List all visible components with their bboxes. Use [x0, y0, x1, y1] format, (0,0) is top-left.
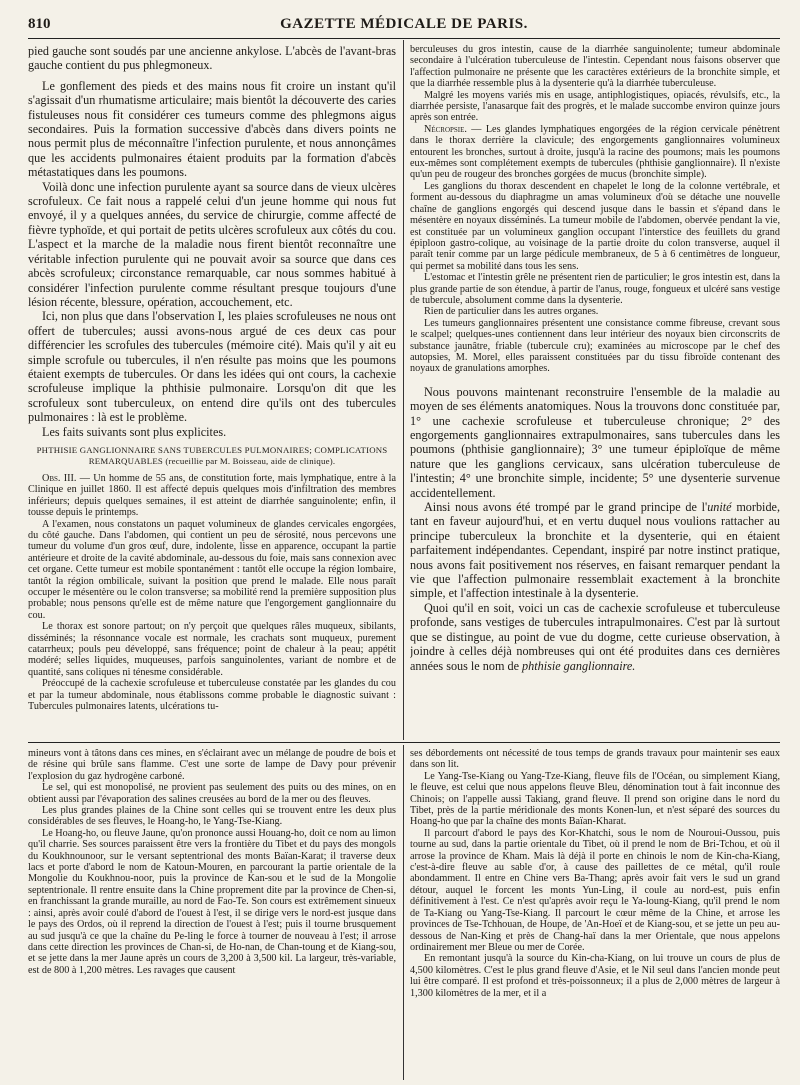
paragraph: Les faits suivants sont plus explicites. — [42, 424, 227, 439]
paragraph: Malgré les moyens variés mis en usage, antiphlogistiques, opiacés, révulsifs, etc., la diarrhée persiste, l'anasarque fait des progrès, et le malade succombe environ quinze jours après son entrée. — [410, 89, 780, 124]
necropsy-label: Nécropsie. — [424, 123, 467, 135]
left-column — [28, 44, 396, 738]
paragraph: Les tumeurs ganglionnaires présentent une consistance comme fibreuse, crevant sous le scalpel; quelques-unes contiennent dans leur intérieur des noyaux bien circonscrits de substance jaunâtre, friable (tubercule cru); examinées au microscope par le chef des autopsies, M. Morel, elles paraissent constituées par du tissu fibroïde contenant des noyaux de granulations amorphes. — [410, 317, 780, 375]
paragraph: Voilà donc une infection purulente ayant sa source dans de vieux ulcères scrofuleux. Ce fait nous a rappelé celui d'un jeune homme qui nous fut envoyé, il y a quelques années, du service de chirurgie, comme affecté de fièvre typhoïde, et qui portait de petits ulcères scrofuleux aux côtés du cou. L'aspect et la marche de la maladie nous firent bientôt reconnaître une véritable infection purulente qui ne pouvait avoir sa source que dans ces abcès scrofuleux; circonstance remarquable, car nous sommes habitué à considérer l'infection purulente comme résultant presque toujours d'une lésion récente, blessure, opération, accouchement, etc. — [28, 179, 396, 309]
necropsy-text: — Les glandes lymphatiques engorgées de la région cervicale pénètrent dans le thorax derrière la clavicule; des engorgements ganglionnaires volumineux entourent les bronches, surtout à droite, jusqu'à la racine des poumons; mais les poumons eux-mêmes sont complétement exempts de tubercules (phthisie ganglionnaire). Il n'existe qu'un peu de rougeur des bronches gorgées de mucus (bronchite simple). — [410, 123, 780, 181]
paragraph: Ainsi nous avons été trompé par le grand principe de l'unité morbide, tant en faveur aujourd'hui, et en vertu duquel nous voulions rattacher au principe tuberculeux la bronchite et la dysenterie, qui en étaient parfaitement indépendantes. Cependant, inspiré par notre instinct pratique, nous avons fait positivement nos réserves, en faisant remarquer pendant la vie que l'affection pulmonaire ressemblait exactement à la bronchite simple, et l'affection intestinale à la dysenterie. — [410, 500, 780, 601]
paragraph: Le gonflement des pieds et des mains nous fit croire un instant qu'il s'agissait d'un rhumatisme articulaire; mais bientôt la découverte des caries fistuleuses nous fit considérer ces tumeurs comme des phlegmons aigus secondaires. Puis la formation successive d'abcès dans divers points ne nous permit plus de méconnaître l'infection purulente, et nous annonçâmes que les accidents pulmonaires étaient produits par la formation d'abcès métastatiques dans les poumons. — [28, 78, 396, 180]
observation-text: — Un homme de 55 ans, de constitution forte, mais lymphatique, entre à la Clinique en juillet 1860. Il est affecté depuis quelques mois d'infiltration des membres inférieurs; depuis quelques semaines, il est atteint de diarrhée sanguinolente; enfin, il tousse depuis le printemps. — [28, 472, 396, 519]
italic-term: phthisie ganglionnaire. — [522, 658, 636, 673]
bottom-right-column — [410, 748, 780, 1080]
paragraph: pied gauche sont soudés par une ancienne ankylose. L'abcès de l'avant-bras gauche contient du pus phlegmoneux. — [28, 44, 396, 73]
italic-term: unité — [707, 500, 732, 515]
column-divider-top — [403, 40, 404, 740]
right-column — [410, 44, 780, 738]
paragraph: mineurs vont à tâtons dans ces mines, en s'éclairant avec un mélange de poudre de bois et de résine qui brûle sans flamme. C'est une sorte de lampe de Davy pour prévenir l'explosion du gaz hydrogène carboné. — [28, 748, 396, 782]
paragraph: Les ganglions du thorax descendent en chapelet le long de la colonne vertébrale, et forment au-dessous du diaphragme un amas volumineux d'où se détache une nouvelle chaîne de ganglions engorgés qui descend jusque dans le bassin et s'épand dans le mésentère en noyaux disséminés. La tumeur mobile de l'abdomen, obervée pendant la vie, est constituée par un volumineux ganglion occupant l'interstice des feuillets du grand épiploon gastro-colique, au voisinage de la partie droite du colon transverse, auquel il paraît tenir comme par un large pédicule membraneux, de 5 à 6 centimètres de longueur, qui permet sa mobilité dans tous les sens. — [410, 180, 780, 272]
bottom-left-column — [28, 748, 396, 1080]
journal-title: GAZETTE MÉDICALE DE PARIS. — [280, 16, 528, 32]
page-header — [28, 14, 780, 36]
paragraph: Nous pouvons maintenant reconstruire l'ensemble de la maladie au moyen de ses éléments anatomiques. Nous la trouvons donc constituée par, 1° une cachexie scrofuleuse et tuberculeuse chronique; 2° des engorgements ganglionnaires extrapulmonaires, sans tubercules dans les poumons (phthisie ganglionnaire); 3° une tumeur épiploïque de même nature que les ganglions cervicaux, sans ulcération tuberculeuse de l'intestin; 4° une bronchite simple, incidente; 5° une dysenterie survenue accidentellement. — [410, 384, 780, 500]
observation-label: Obs. III. — [42, 472, 77, 484]
paragraph: Le sel, qui est monopolisé, ne provient pas seulement des puits ou des mines, on en obtient aussi par l'évaporation des salines creusées au bord de la mer ou des fleuves. — [28, 782, 396, 805]
paragraph: Les plus grandes plaines de la Chine sont celles qui se trouvent entre les deux plus considérables de ses fleuves, le Hoang-ho, le Yang-Tse-Kiang. — [28, 805, 396, 828]
paragraph: Le Hoang-ho, ou fleuve Jaune, qu'on prononce aussi Houang-ho, doit ce nom au limon qu'il charrie. Ses sources paraissent être vers la frontière du Tibet et du pays des mongols du Koukhnounoor, sur le versant septentrional des monts Baïan-Karat; il traverse deux lacs et porte d'abord le nom de Katoun-Mouren, en parcourant la partie orientale de la Mongolie du Koukhnou-noor, puis la province de Kan-sou et le sud de la Mongolie septentrionale. Il rentre ensuite dans la Chine proprement dite par la province de Chen-si, en franchissant la grande muraille, au nord de Fao-Te. Son cours est extrêmement sinueux : ainsi, après avoir coulé d'abord de l'ouest à l'est, il se dirige vers le nord-est jusque dans le pays des Ordos, où il reprend la direction de l'ouest à l'est; puis il tourne brusquement au sud jusqu'à ce que la chaîne du Pe-ling le force à tourner de nouveau à l'est; il arrose dans cette direction les provinces de Chan-si, de Ho-nan, de Chan-toung et de Kiang-sou, et se jette dans la mer Jaune après un cours de 3,200 à 3,500 kil. La largeur, très-variable, est de 800 à 1,200 mètres. Les ravages que causent — [28, 827, 396, 976]
paragraph: Le Yang-Tse-Kiang ou Yang-Tze-Kiang, fleuve fils de l'Océan, ou simplement Kiang, le fleuve, est celui que nous appelons fleuve Bleu, dénomination tout à fait inconnue des Chinois; on l'appelle aussi Takiang, grand fleuve. Il prend son origine dans le nord du Tibet, près de la partie méridionale des monts Konen-lun, et n'est séparé des sources du Hoang-ho que par la chaîne des monts Baïan-Kharat. — [410, 770, 780, 828]
paragraph: Le thorax est sonore partout; on n'y perçoit que quelques râles muqueux, sibilants, disséminés; la résonnance vocale est normale, les crachats sont muqueux, purement catarrheux; pouls peu développé, sans fréquence; point de chaleur à la peau; appétit modéré; selles liquides, muqueuses, parfois sanguinolentes, variant de nombre et de quantité, sans coliques ni ténesme considérable. — [28, 621, 396, 678]
paragraph: berculeuses du gros intestin, cause de la diarrhée sanguinolente; tumeur abdominale secondaire à l'ulcération tuberculeuse de l'intestin. Cependant nous faisons observer que l'affection pulmonaire ne présente que les caractères extérieurs de la bronchite simple, et que la diarrhée ressemble plus à la dysenterie qu'à la diarrhée tuberculeuse. — [410, 44, 780, 90]
column-divider-bottom — [403, 745, 404, 1080]
section-rule — [28, 742, 780, 743]
paragraph: En remontant jusqu'à la source du Kin-cha-Kiang, on lui trouve un cours de plus de 4,500 kilomètres. C'est le plus grand fleuve d'Asie, et le Nil seul dans l'ancien monde peut lui être comparé. Il est profond et très-poissonneux; il a plus de 2,000 mètres de largeur à 1,300 kilomètres de la mer, et il a — [410, 953, 780, 999]
paragraph: A l'examen, nous constatons un paquet volumineux de glandes cervicales engorgées, du côté gauche. Dans l'abdomen, qui contient un peu de sérosité, nous percevons une tumeur du volume d'un gros œuf, dure, indolente, lisse en apparence, occupant la partie antérieure et droite de la cavité abdominale, au-dessous du foie, mais sans connexion avec cet organe. Cette tumeur est mobile spontanément : tantôt elle occupe la région lombaire, tantôt la région ombilicale, suivant la position que prend le malade. Elle nous paraît occuper le mésentère ou le colon transverse; sa mobilité rend la première supposition plus probable; nous pensons qu'elle est de même nature que l'engorgement ganglionnaire du cou. — [28, 518, 396, 621]
observation-paragraph — [28, 473, 396, 519]
section-heading: PHTHISIE GANGLIONNAIRE SANS TUBERCULES PULMONAIRES; COMPLICATIONS REMARQUABLES (recueillie par M. Boisseau, aide de clinique). — [36, 444, 388, 466]
paragraph: Quoi qu'il en soit, voici un cas de cachexie scrofuleuse et tuberculeuse profonde, sans vestiges de tubercules intrapulmonaires. C'est par là surtout que se distingue, au point de vue du dogme, cette curieuse observation, à joindre à celles déjà nombreuses qui ont été produites dans ces dernières années sous le nom de phthisie ganglionnaire. — [410, 600, 780, 673]
paragraph: Ici, non plus que dans l'observation I, les plaies scrofuleuses ne nous ont offert de tubercules; aussi avons-nous argué de ces deux cas pour différencier les scrofules des tubercules (mémoire cité). Mais qu'il y ait eu simple scrofule ou tubercules, il n'en résulte pas moins que les poumons étaient exempts de tubercules. Or dans les idées qui ont cours, la cachexie scrofuleuse implique la phthisie pulmonaire. Lorsqu'on dit que les scrofuleux sont tuberculeux, on entend dire qu'ils ont des tubercules pulmonaires : là est le problème. — [28, 309, 396, 425]
paragraph: ses débordements ont nécessité de tous temps de grands travaux pour maintenir ses eaux dans son lit. — [410, 748, 780, 771]
paragraph: Rien de particulier dans les autres organes. — [424, 306, 599, 318]
paragraph: L'estomac et l'intestin grêle ne présentent rien de particulier; le gros intestin est, dans la plus grande partie de son étendue, à partir de l'anus, rouge, fongueux et ulcéré sans vestige de tubercule, absolument comme dans la dysenterie. — [410, 272, 780, 306]
necropsy-paragraph — [410, 124, 780, 181]
page-number: 810 — [28, 16, 51, 32]
header-rule — [28, 38, 780, 39]
paragraph: Préoccupé de la cachexie scrofuleuse et tuberculeuse constatée par les glandes du cou et par la tumeur abdominale, nous établissons comme probable le diagnostic suivant : Tubercules pulmonaires latents, ulcérations tu- — [28, 678, 396, 713]
paragraph: Il parcourt d'abord le pays des Kor-Khatchi, sous le nom de Nouroui-Oussou, puis tourne au sud, dans la partie orientale du Tibet, où il prend le nom de Bri-Tchou, et où il arrose la province de Kham. Mais là déjà il porte en chinois le nom de Kin-cha-Kiang, c'est-à-dire fleuve au sable d'or, à cause des paillettes de ce métal, qu'il roule abondamment. Il entre en Chine vers Ba-Thang; après avoir fait vers le sud un grand détour, auquel le forcent les monts Yun-Ling, il coule au nord-est, puis enfin définitivement à l'est. Ce n'est qu'après avoir reçu le Ya-loung-Kiang, qu'il prend le nom de Ta-Kiang ou Yang-Tse-Kiang. Il parcourt le cœur même de la Chine, et arrose les provinces de Tse-Tchhouan, de Houpe, de 'An-Hoeï et de Kiang-sou, et se jette un peu au-dessous de Nan-King et près de Chang-haï dans la mer Orientale, que nous appelons ordinairement mer Bleue ou mer de Corée. — [410, 827, 780, 953]
